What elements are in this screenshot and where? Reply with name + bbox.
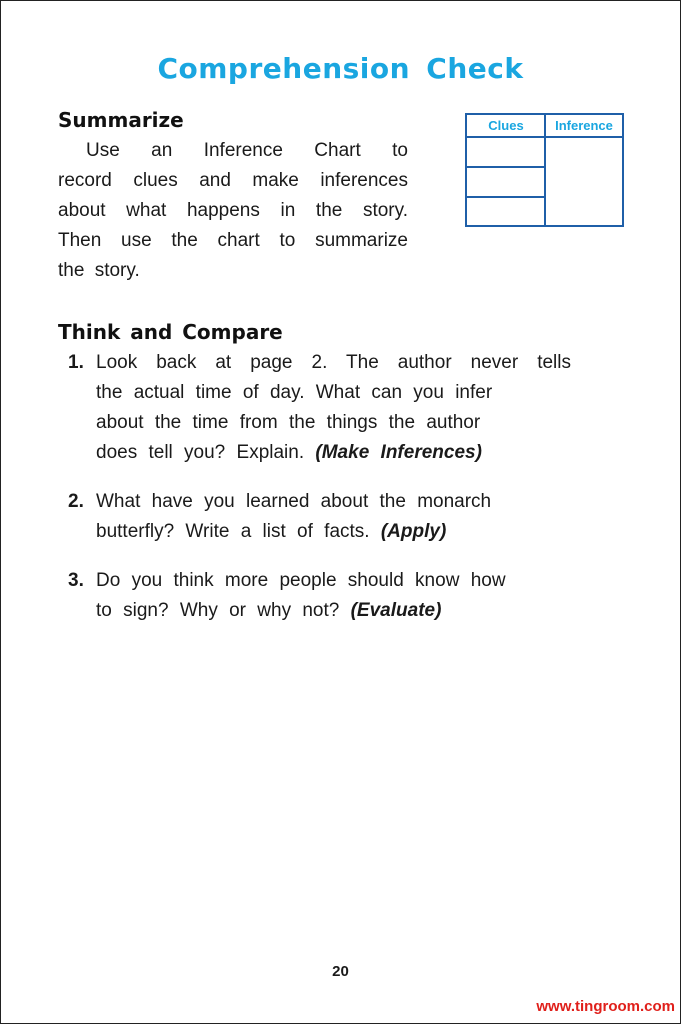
question-line: the actual time of day. What can you infer [96, 382, 493, 403]
skill-label: (Make Inferences) [315, 442, 482, 463]
question-line: does tell you? Explain. [96, 442, 305, 463]
chart-header-inference: Inference [555, 118, 613, 133]
chart-header-clues: Clues [488, 118, 524, 133]
think-compare-heading: Think and Compare [58, 320, 283, 344]
chart-column-divider [544, 115, 546, 225]
question-line-with-skill [96, 517, 571, 547]
question-text [96, 487, 571, 547]
question-text [96, 566, 571, 626]
question-line: about the time from the things the author [96, 412, 481, 433]
question-number: 2. [68, 491, 84, 512]
summarize-line: record clues and make inferences [58, 170, 408, 191]
question-line-with-skill [96, 438, 571, 468]
inference-chart [465, 113, 624, 227]
question-text [96, 348, 571, 468]
page-title: Comprehension Check [157, 52, 524, 85]
chart-header-divider [467, 136, 622, 138]
summarize-heading: Summarize [58, 108, 184, 132]
summarize-line: about what happens in the story. [58, 200, 408, 221]
question-line: Look back at page 2. The author never tells [96, 352, 571, 373]
question-line: butterfly? Write a list of facts. [96, 521, 370, 542]
skill-label: (Evaluate) [350, 600, 442, 621]
question-line: Do you think more people should know how [96, 570, 506, 591]
question-line-with-skill [96, 596, 571, 626]
summarize-line: Use an Inference Chart to [86, 140, 408, 161]
summarize-text [58, 136, 408, 286]
chart-row-divider [467, 166, 545, 168]
question-number: 1. [68, 352, 84, 373]
question-line: to sign? Why or why not? [96, 600, 340, 621]
watermark-text: www.tingroom.com [536, 998, 675, 1015]
question-line: What have you learned about the monarch [96, 491, 492, 512]
skill-label: (Apply) [380, 521, 447, 542]
summarize-line: Then use the chart to summarize [58, 230, 408, 251]
chart-row-divider [467, 196, 545, 198]
page-number: 20 [332, 963, 349, 980]
summarize-line: the story. [58, 260, 140, 281]
question-number: 3. [68, 570, 84, 591]
